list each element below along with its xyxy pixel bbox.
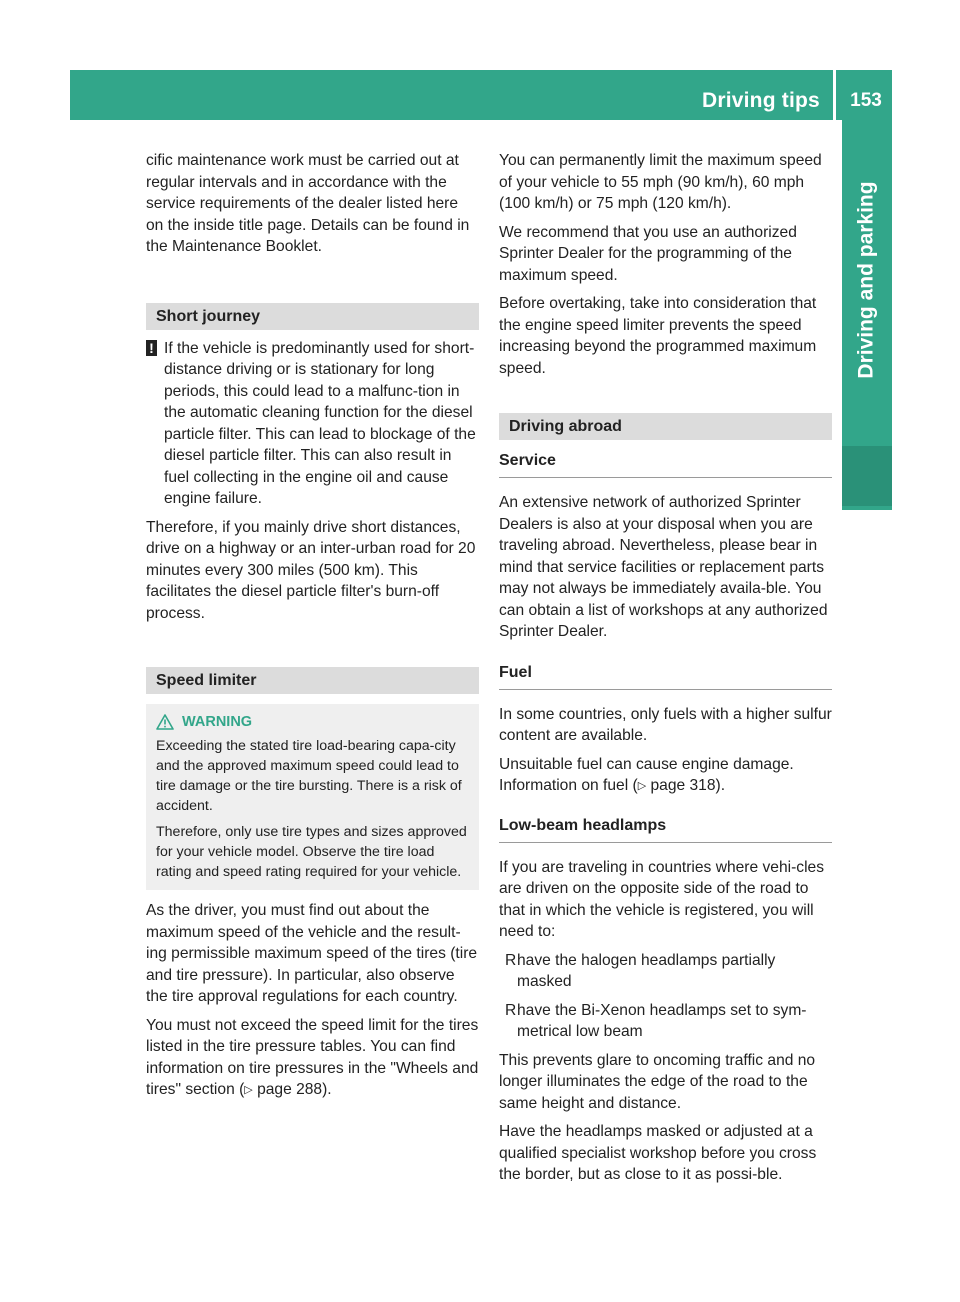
bullet-marker: R <box>505 951 517 969</box>
lowbeam-paragraph-3: Have the headlamps masked or adjusted at a qualified specialist workshop before you cross the border, but as close to it as possi-ble. <box>499 1123 817 1183</box>
limit-paragraph-3: Before overtaking, take into consideration that the engine speed limiter prevents the speed increasing beyond the programmed maximum speed. <box>499 295 817 377</box>
warning-text-2: Therefore, only use tire types and sizes approved for your vehicle model. Observe the tire load rating and speed rating required for your vehicle. <box>156 824 467 880</box>
chapter-title: Driving tips <box>702 89 820 112</box>
fuel-paragraph-1: In some countries, only fuels with a higher sulfur content are available. <box>499 705 832 744</box>
section-heading-driving-abroad: Driving abroad <box>499 413 832 440</box>
service-paragraph: An extensive network of authorized Sprinter Dealers is also at your disposal when you are traveling abroad. Nevertheless, please bear in mind that service facilities or replacement parts may not always be immediately availa-ble. You can obtain a list of workshops at any authorized Sprinter Dealer. <box>499 494 828 640</box>
bullet-text: have the halogen headlamps partially masked <box>517 951 776 990</box>
warning-triangle-icon <box>156 714 174 730</box>
subheading-fuel: Fuel <box>499 664 832 690</box>
fuel-paragraph-2 <box>499 754 832 798</box>
side-tab-label <box>842 120 892 440</box>
note-text: If the vehicle is predominantly used for short-distance driving or is stationary for long periods, this could lead to a malfunc-tion in the automatic cleaning function for the diesel particle filter. This can lead to blockage of the diesel particle filter. This can also result in fuel collecting in the engine oil and cause engine failure. <box>164 339 476 507</box>
lowbeam-paragraph-2: This prevents glare to oncoming traffic and no longer illuminates the edge of the road to the same height and distance. <box>499 1051 816 1112</box>
list-item <box>499 950 832 993</box>
bullet-marker: R <box>505 1001 517 1019</box>
page-ref-arrow-icon: ▷ <box>244 1084 253 1096</box>
page-reference[interactable]: page 288). <box>252 1081 332 1098</box>
note-paragraph <box>146 338 479 510</box>
header-bar <box>70 70 892 120</box>
exclamation-icon: ! <box>146 340 157 356</box>
page-reference[interactable]: page 318). <box>646 777 726 794</box>
section-heading-short-journey: Short journey <box>146 303 479 330</box>
page-number: 153 <box>850 90 882 111</box>
limit-paragraph-2: We recommend that you use an authorized Sprinter Dealer for the programming of the maximum speed. <box>499 223 797 284</box>
text: You must not exceed the speed limit for the tires listed in the tire pressure tables. You can find information on tire pressures in the "Wheels and tires" section ( <box>146 1016 479 1098</box>
warning-label: WARNING <box>182 714 253 730</box>
warning-text-1: Exceeding the stated tire load-bearing capa-city and the approved maximum speed could lead to tire damage or the tire bursting. There is a risk of accident. <box>156 738 462 814</box>
warning-box <box>146 704 479 890</box>
speed-limiter-paragraph-1: As the driver, you must find out about the maximum speed of the vehicle and the result-ing permissible maximum speed of the tires (tire and tire pressure). In particular, also observe the tire approval regulations for each country. <box>146 902 478 1005</box>
bullet-text: have the Bi-Xenon headlamps set to sym-metrical low beam <box>517 1001 807 1040</box>
section-heading-speed-limiter: Speed limiter <box>146 667 479 694</box>
left-column <box>146 150 479 1109</box>
side-tab-block <box>842 446 892 506</box>
lowbeam-paragraph-1: If you are traveling in countries where vehi-cles are driven on the opposite side of the road to that in which the vehicle is registered, you will need to: <box>499 858 825 940</box>
side-tab-text: Driving and parking <box>855 181 879 379</box>
right-column <box>499 150 832 1193</box>
speed-limiter-paragraph-2 <box>146 1015 479 1102</box>
subheading-low-beam-headlamps: Low-beam headlamps <box>499 817 832 843</box>
text: Unsuitable fuel can cause engine damage. Information on fuel ( <box>499 755 794 794</box>
short-journey-paragraph: Therefore, if you mainly drive short distances, drive on a highway or an inter-urban road for 20 minutes every 300 miles (500 km). This facilitates the diesel particle filter's burn-off process. <box>146 518 476 622</box>
subheading-service: Service <box>499 452 832 478</box>
list-item <box>499 1000 832 1043</box>
limit-paragraph-1: You can permanently limit the maximum speed of your vehicle to 55 mph (90 km/h), 60 mph (100 km/h) or 75 mph (120 km/h). <box>499 152 822 212</box>
warning-title <box>156 714 469 730</box>
intro-paragraph: cific maintenance work must be carried out at regular intervals and in accordance with the service requirements of the dealer listed here on the inside title page. Details can be found in the Maintenance Booklet. <box>146 152 470 255</box>
page-ref-arrow-icon: ▷ <box>637 780 647 792</box>
header-separator <box>833 70 836 120</box>
